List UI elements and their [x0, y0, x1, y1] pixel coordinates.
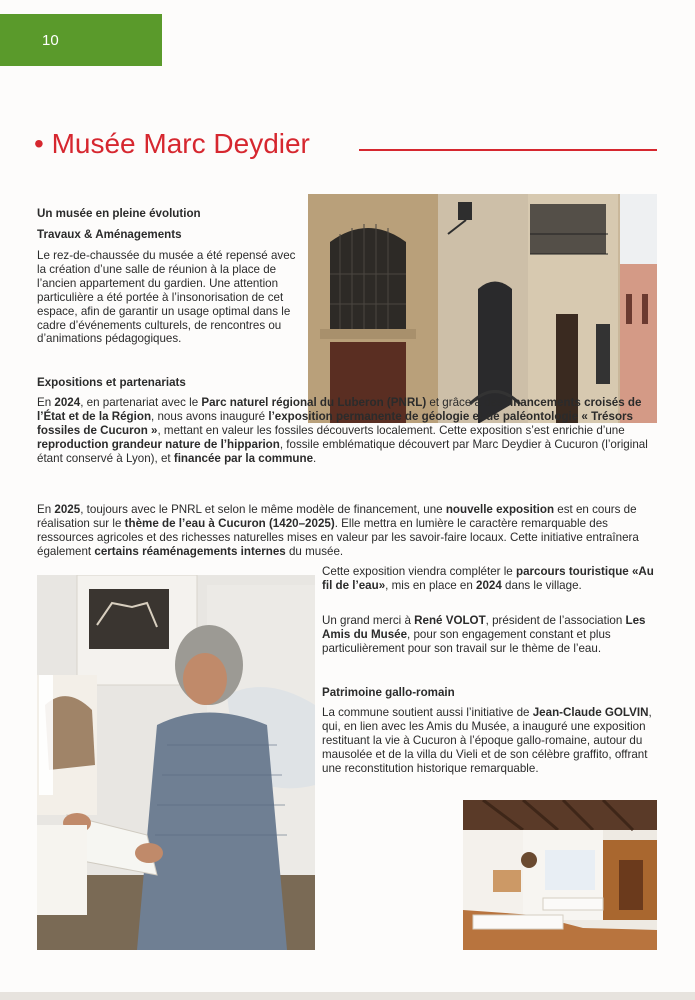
page-number-tab — [0, 14, 162, 66]
museum-facade-photo — [308, 194, 657, 423]
section-heading-exhibitions: Expositions et partenariats — [37, 376, 186, 389]
exhibitions-paragraph-2025: En 2025, toujours avec le PNRL et selon le même modèle de financement, une nouvelle exposition est en cours de réalisation sur le thème de l’eau à Cucuron (1420–2025). Elle mettra en lumière le caractère remarquable des ressources agricoles et des richesses naturelles mises en valeur par les savoir-faire locaux. Cette initiative entraînera également certains réaménagements internes du musée. — [37, 503, 639, 558]
thanks-paragraph: Un grand merci à René VOLOT, président de l’association Les Amis du Musée, pour son engagement constant et plus particulièrement pour son travail sur le thème de l’eau. — [322, 614, 646, 655]
speaker-photo — [37, 575, 315, 950]
works-paragraph: Le rez-de-chaussée du musée a été repensé avec la création d’une salle de réunion à la place de l’ancien appartement du gardien. Une attention particulière a été portée à l’insonorisation de cet espace, afin de garantir un usage optimal dans le cadre d’événements culturels, de rencontres ou d’animations pédagogiques. — [37, 249, 296, 346]
title-row — [34, 128, 658, 168]
title-rule — [359, 149, 657, 151]
page-number: 10 — [42, 32, 59, 49]
section-heading-heritage: Patrimoine gallo-romain — [322, 686, 455, 699]
subheading-works: Travaux & Aménagements — [37, 228, 182, 241]
page-title: • Musée Marc Deydier — [34, 128, 310, 159]
bottom-band — [0, 992, 695, 1000]
exhibition-room-photo — [463, 800, 657, 950]
exhibitions-paragraph-2024: En 2024, en partenariat avec le Parc naturel régional du Luberon (PNRL) et grâce à des financements croisés de l’État et de la Région, nous avons inauguré l’exposition permanente de géologie et de paléontologie « Trésors fossiles de Cucuron », mettant en valeur les fossiles découverts localement. Cette exposition s’est enrichie d’une reproduction grandeur nature de l’hipparion, fossile emblématique découvert par Marc Deydier à Cucuron (l’original étant conservé à Lyon), et financée par la commune. — [37, 396, 648, 465]
heritage-paragraph: La commune soutient aussi l’initiative de Jean-Claude GOLVIN, qui, en lien avec les Amis du Musée, a inauguré une exposition restituant la vie à Cucuron à l’époque gallo-romaine, autour du mausolée et de la villa du Vieli et de son célèbre graffito, offrant une reconstitution historique remarquable. — [322, 706, 652, 775]
trail-paragraph: Cette exposition viendra compléter le parcours touristique «Au fil de l’eau», mis en place en 2024 dans le village. — [322, 565, 654, 592]
section-heading-museum: Un musée en pleine évolution — [37, 207, 201, 220]
